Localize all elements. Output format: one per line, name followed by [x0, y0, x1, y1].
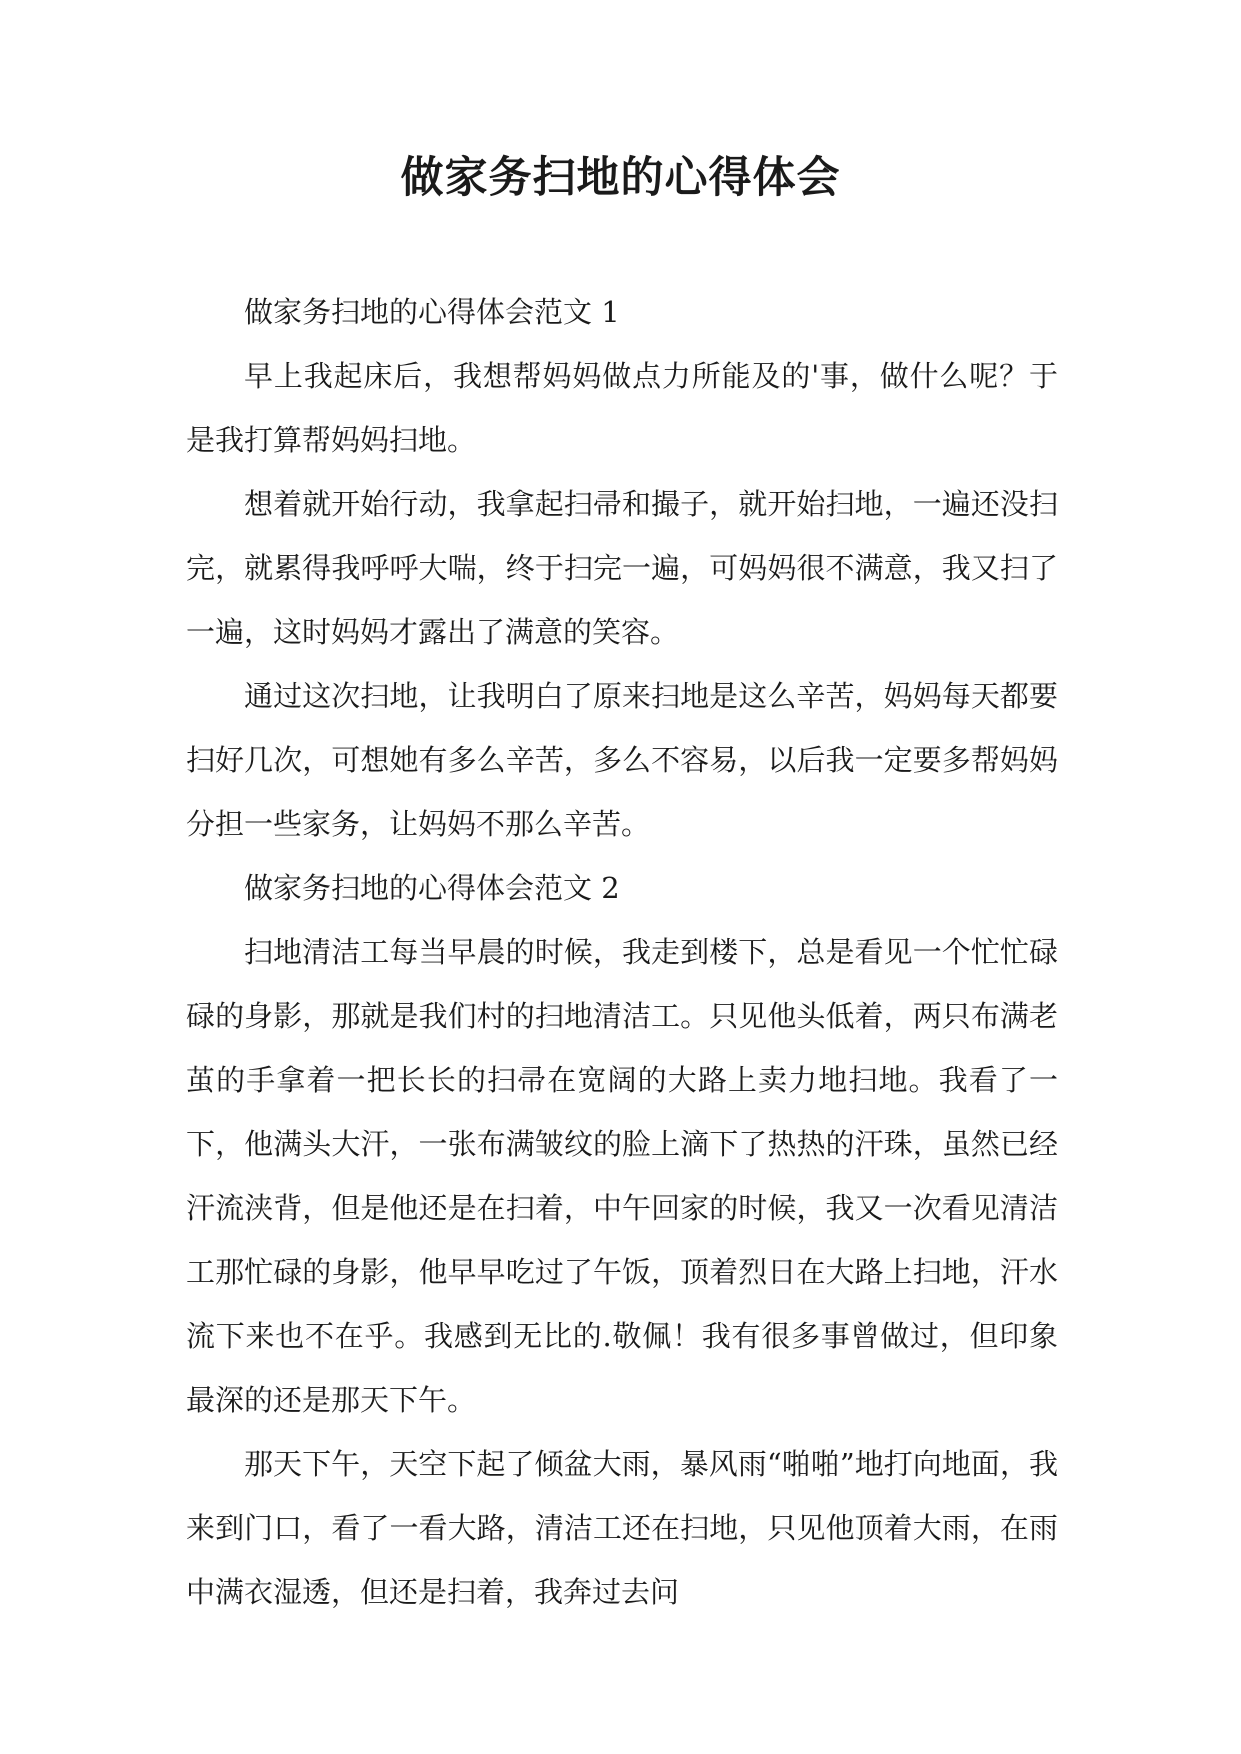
section-heading-1: 做家务扫地的心得体会范文 1 — [244, 295, 620, 329]
paragraph: 扫地清洁工每当早晨的时候，我走到楼下，总是看见一个忙忙碌碌的身影，那就是我们村的扫地清洁工。只见他头低着，两只布满老茧的手拿着一把长长的扫帚在宽阔的大路上卖力地扫地。我看了一下，他满头大汗，一张布满皱纹的脸上滴下了热热的汗珠，虽然已经汗流浃背，但是他还是在扫着，中午回家的时候，我又一次看见清洁工那忙碌的身影，他早早吃过了午饭，顶着烈日在大路上扫地，汗水流下来也不在乎。我感到无比的.敬佩！我有很多事曾做过，但印象最深的还是那天下午。 — [186, 935, 1058, 1417]
section-heading-2: 做家务扫地的心得体会范文 2 — [244, 871, 620, 905]
document-title: 做家务扫地的心得体会 — [400, 153, 841, 203]
paragraph: 想着就开始行动，我拿起扫帚和撮子，就开始扫地，一遍还没扫完，就累得我呼呼大喘，终于扫完一遍，可妈妈很不满意，我又扫了一遍，这时妈妈才露出了满意的笑容。 — [186, 487, 1058, 649]
paragraph: 早上我起床后，我想帮妈妈做点力所能及的'事，做什么呢？于是我打算帮妈妈扫地。 — [186, 359, 1058, 457]
paragraph: 通过这次扫地，让我明白了原来扫地是这么辛苦，妈妈每天都要扫好几次，可想她有多么辛苦，多么不容易，以后我一定要多帮妈妈分担一些家务，让妈妈不那么辛苦。 — [186, 679, 1058, 841]
paragraph: 那天下午，天空下起了倾盆大雨，暴风雨“啪啪”地打向地面，我来到门口，看了一看大路，清洁工还在扫地，只见他顶着大雨，在雨中满衣湿透，但还是扫着，我奔过去问 — [186, 1447, 1058, 1609]
document-body — [186, 280, 1058, 1624]
